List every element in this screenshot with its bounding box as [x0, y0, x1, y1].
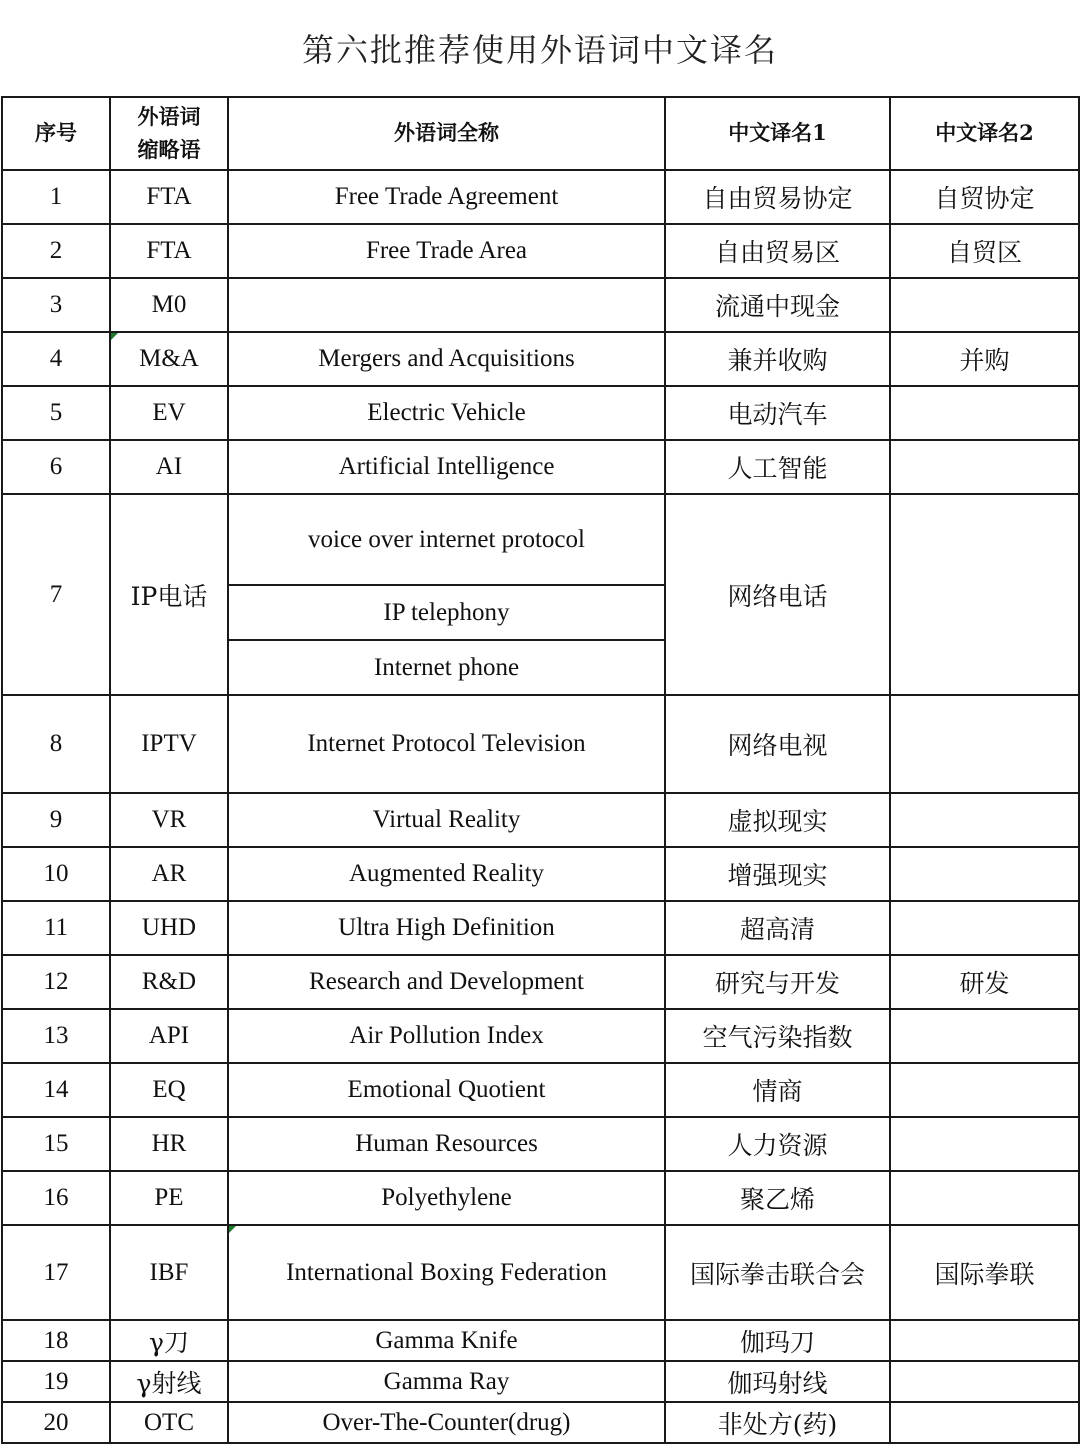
- table-row: [2, 1009, 1079, 1063]
- cell-full-name: Human Resources: [228, 1117, 665, 1171]
- cell-index: 11: [2, 901, 110, 955]
- table-row: [2, 955, 1079, 1009]
- cell-abbreviation: M0: [110, 278, 228, 332]
- table-row: [2, 1402, 1079, 1443]
- cell-chinese-name-1: 研究与开发: [665, 955, 890, 1009]
- cell-abbreviation: FTA: [110, 224, 228, 278]
- cell-chinese-name-2: [890, 901, 1079, 955]
- full-name-line: Internet phone: [373, 653, 520, 681]
- page-title: 第六批推荐使用外语词中文译名: [301, 31, 778, 69]
- header-chinese-name-1: 中文译名1: [665, 97, 890, 170]
- cell-chinese-name-1: 非处方(药): [665, 1402, 890, 1443]
- cell-index: 5: [2, 386, 110, 440]
- cell-chinese-name-1: 伽玛刀: [665, 1320, 890, 1361]
- cell-chinese-name-2: [890, 440, 1079, 494]
- cell-full-name: Virtual Reality: [228, 793, 665, 847]
- cell-chinese-name-2: [890, 386, 1079, 440]
- header-full-name: 外语词全称: [228, 97, 665, 170]
- cell-chinese-name-2: 研发: [890, 955, 1079, 1009]
- cell-full-name: Artificial Intelligence: [228, 440, 665, 494]
- cell-chinese-name-2: [890, 494, 1079, 695]
- cell-full-name: Research and Development: [228, 955, 665, 1009]
- cell-chinese-name-2: 自贸区: [890, 224, 1079, 278]
- cell-index: 17: [2, 1225, 110, 1320]
- cell-index: 18: [2, 1320, 110, 1361]
- cell-index: 8: [2, 695, 110, 793]
- cell-chinese-name-1: 情商: [665, 1063, 890, 1117]
- cell-full-name: Electric Vehicle: [228, 386, 665, 440]
- cell-full-name: Polyethylene: [228, 1171, 665, 1225]
- cell-chinese-name-1: 虚拟现实: [665, 793, 890, 847]
- table-row: [2, 494, 1079, 695]
- cell-abbreviation: AI: [110, 440, 228, 494]
- header-abbr-line2: 缩略语: [137, 136, 201, 162]
- cell-chinese-name-1: 电动汽车: [665, 386, 890, 440]
- cell-index: 4: [2, 332, 110, 386]
- cell-full-name: Gamma Knife: [228, 1320, 665, 1361]
- cell-chinese-name-1: 人工智能: [665, 440, 890, 494]
- cell-chinese-name-2: [890, 1171, 1079, 1225]
- cell-abbreviation: R&D: [110, 955, 228, 1009]
- cell-abbreviation: EQ: [110, 1063, 228, 1117]
- table-row: [2, 1320, 1079, 1361]
- cell-abbreviation: PE: [110, 1171, 228, 1225]
- cell-index: 16: [2, 1171, 110, 1225]
- table-row: [2, 440, 1079, 494]
- table-row: [2, 1063, 1079, 1117]
- cell-abbreviation: EV: [110, 386, 228, 440]
- cell-index: 20: [2, 1402, 110, 1443]
- header-index: 序号: [2, 97, 110, 170]
- cell-abbreviation: IP电话: [110, 494, 228, 695]
- cell-chinese-name-2: [890, 1063, 1079, 1117]
- cell-chinese-name-2: [890, 278, 1079, 332]
- cell-chinese-name-2: [890, 847, 1079, 901]
- cell-chinese-name-2: [890, 1320, 1079, 1361]
- cell-index: 13: [2, 1009, 110, 1063]
- cell-full-name: Internet Protocol Television: [228, 695, 665, 793]
- cell-chinese-name-1: 网络电话: [665, 494, 890, 695]
- cell-index: 9: [2, 793, 110, 847]
- cell-chinese-name-1: 伽玛射线: [665, 1361, 890, 1402]
- table-row: [2, 793, 1079, 847]
- cell-index: 7: [2, 494, 110, 695]
- cell-chinese-name-1: 流通中现金: [665, 278, 890, 332]
- cell-full-name: Emotional Quotient: [228, 1063, 665, 1117]
- table-row: [2, 1361, 1079, 1402]
- cell-index: 2: [2, 224, 110, 278]
- cell-full-name: Air Pollution Index: [228, 1009, 665, 1063]
- cell-index: 10: [2, 847, 110, 901]
- cell-chinese-name-1: 自由贸易协定: [665, 170, 890, 224]
- table-row: [2, 901, 1079, 955]
- cell-abbreviation: API: [110, 1009, 228, 1063]
- cell-abbreviation: γ刀: [110, 1320, 228, 1361]
- terms-table: [1, 96, 1080, 1444]
- cell-chinese-name-1: 网络电视: [665, 695, 890, 793]
- header-abbr-line1: 外语词: [137, 103, 201, 129]
- table-row: [2, 1171, 1079, 1225]
- cell-index: 19: [2, 1361, 110, 1402]
- cell-full-name-group: [228, 494, 665, 695]
- header-row: [2, 97, 1079, 170]
- cell-index: 1: [2, 170, 110, 224]
- cell-chinese-name-1: 聚乙烯: [665, 1171, 890, 1225]
- cell-index: 3: [2, 278, 110, 332]
- cell-chinese-name-2: [890, 695, 1079, 793]
- cell-chinese-name-1: 兼并收购: [665, 332, 890, 386]
- cell-chinese-name-1: 人力资源: [665, 1117, 890, 1171]
- cell-chinese-name-2: 国际拳联: [890, 1225, 1079, 1320]
- cell-full-name: Mergers and Acquisitions: [228, 332, 665, 386]
- cell-chinese-name-1: 国际拳击联合会: [665, 1225, 890, 1320]
- cell-chinese-name-2: [890, 1402, 1079, 1443]
- cell-abbreviation: VR: [110, 793, 228, 847]
- cell-index: 15: [2, 1117, 110, 1171]
- cell-index: 12: [2, 955, 110, 1009]
- cell-full-name: Ultra High Definition: [228, 901, 665, 955]
- cell-abbreviation: M&A: [110, 332, 228, 386]
- cell-chinese-name-2: [890, 793, 1079, 847]
- header-abbreviation: [110, 97, 228, 170]
- table-row: [2, 170, 1079, 224]
- table-row: [2, 332, 1079, 386]
- cell-abbreviation: OTC: [110, 1402, 228, 1443]
- table-row: [2, 1117, 1079, 1171]
- cell-chinese-name-2: 并购: [890, 332, 1079, 386]
- cell-chinese-name-1: 增强现实: [665, 847, 890, 901]
- cell-full-name: Gamma Ray: [228, 1361, 665, 1402]
- cell-chinese-name-2: [890, 1117, 1079, 1171]
- table-row: [2, 1225, 1079, 1320]
- header-chinese-name-2: 中文译名2: [890, 97, 1079, 170]
- cell-abbreviation: AR: [110, 847, 228, 901]
- cell-abbreviation: IPTV: [110, 695, 228, 793]
- cell-chinese-name-1: 超高清: [665, 901, 890, 955]
- cell-full-name: Free Trade Area: [228, 224, 665, 278]
- cell-chinese-name-1: 自由贸易区: [665, 224, 890, 278]
- cell-full-name: Free Trade Agreement: [228, 170, 665, 224]
- full-name-line: IP telephony: [229, 586, 664, 641]
- cell-index: 6: [2, 440, 110, 494]
- cell-index: 14: [2, 1063, 110, 1117]
- cell-full-name: International Boxing Federation: [228, 1225, 665, 1320]
- table-row: [2, 278, 1079, 332]
- table-row: [2, 386, 1079, 440]
- table-row: [2, 847, 1079, 901]
- cell-chinese-name-2: [890, 1361, 1079, 1402]
- table-row: [2, 224, 1079, 278]
- cell-full-name: Over-The-Counter(drug): [228, 1402, 665, 1443]
- cell-chinese-name-1: 空气污染指数: [665, 1009, 890, 1063]
- cell-abbreviation: HR: [110, 1117, 228, 1171]
- cell-full-name: Augmented Reality: [228, 847, 665, 901]
- cell-abbreviation: UHD: [110, 901, 228, 955]
- cell-abbreviation: γ射线: [110, 1361, 228, 1402]
- cell-abbreviation: FTA: [110, 170, 228, 224]
- table-row: [2, 695, 1079, 793]
- cell-full-name: [228, 278, 665, 332]
- cell-chinese-name-2: 自贸协定: [890, 170, 1079, 224]
- cell-abbreviation: IBF: [110, 1225, 228, 1320]
- full-name-line: voice over internet protocol: [229, 495, 664, 586]
- cell-chinese-name-2: [890, 1009, 1079, 1063]
